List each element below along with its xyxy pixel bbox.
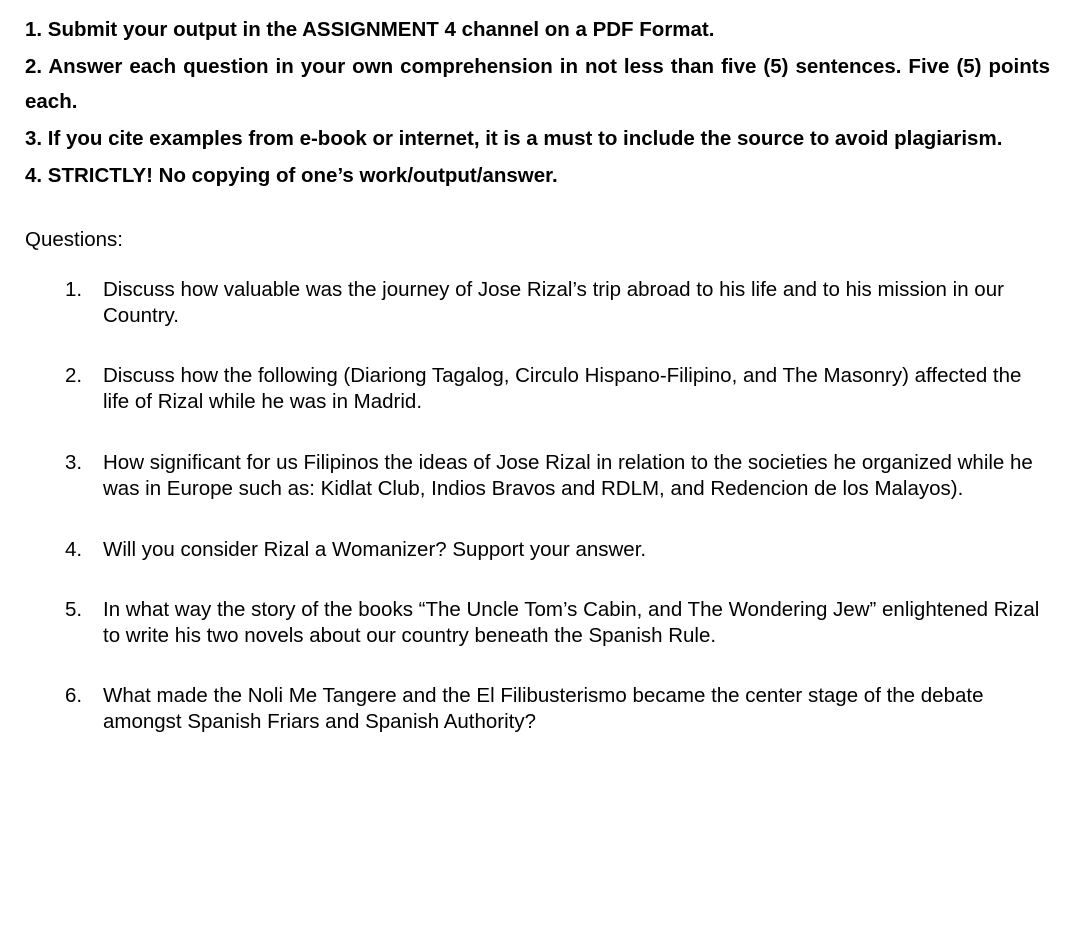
instructions-block (25, 12, 1050, 193)
question-item (25, 450, 1050, 502)
question-number: 5. (65, 598, 83, 621)
question-text: How significant for us Filipinos the ideas of Jose Rizal in relation to the societies he organized while he was in Europe such as: Kidlat Club, Indios Bravos and RDLM, and Redencion de los Malayos). (103, 451, 1033, 500)
question-number: 3. (65, 451, 83, 474)
question-number: 2. (65, 364, 83, 387)
questions-heading: Questions: (25, 228, 123, 251)
question-item (25, 597, 1050, 649)
instruction-item: 4. STRICTLY! No copying of one’s work/output/answer. (25, 164, 558, 187)
question-number: 4. (65, 538, 83, 561)
instruction-item: 3. If you cite examples from e-book or internet, it is a must to include the source to avoid plagiarism. (25, 127, 1003, 150)
question-number: 1. (65, 278, 83, 301)
instruction-item: 1. Submit your output in the ASSIGNMENT 4 channel on a PDF Format. (25, 18, 715, 41)
instruction-item: 2. Answer each question in your own comprehension in not less than five (5) sentences. Five (5) points each. (25, 55, 1050, 113)
question-list (25, 277, 1050, 735)
question-text: What made the Noli Me Tangere and the El Filibusterismo became the center stage of the debate amongst Spanish Friars and Spanish Authority? (103, 684, 984, 733)
question-item (25, 363, 1050, 415)
question-item (25, 537, 1050, 563)
question-text: In what way the story of the books “The Uncle Tom’s Cabin, and The Wondering Jew” enlightened Rizal to write his two novels about our country beneath the Spanish Rule. (103, 598, 1040, 647)
question-text: Discuss how the following (Diariong Tagalog, Circulo Hispano-Filipino, and The Masonry) affected the life of Rizal while he was in Madrid. (103, 364, 1022, 413)
question-number: 6. (65, 684, 83, 707)
question-item (25, 683, 1050, 735)
question-text: Will you consider Rizal a Womanizer? Support your answer. (103, 538, 647, 561)
question-text: Discuss how valuable was the journey of Jose Rizal’s trip abroad to his life and to his mission in our Country. (103, 278, 1004, 327)
question-item (25, 277, 1050, 329)
